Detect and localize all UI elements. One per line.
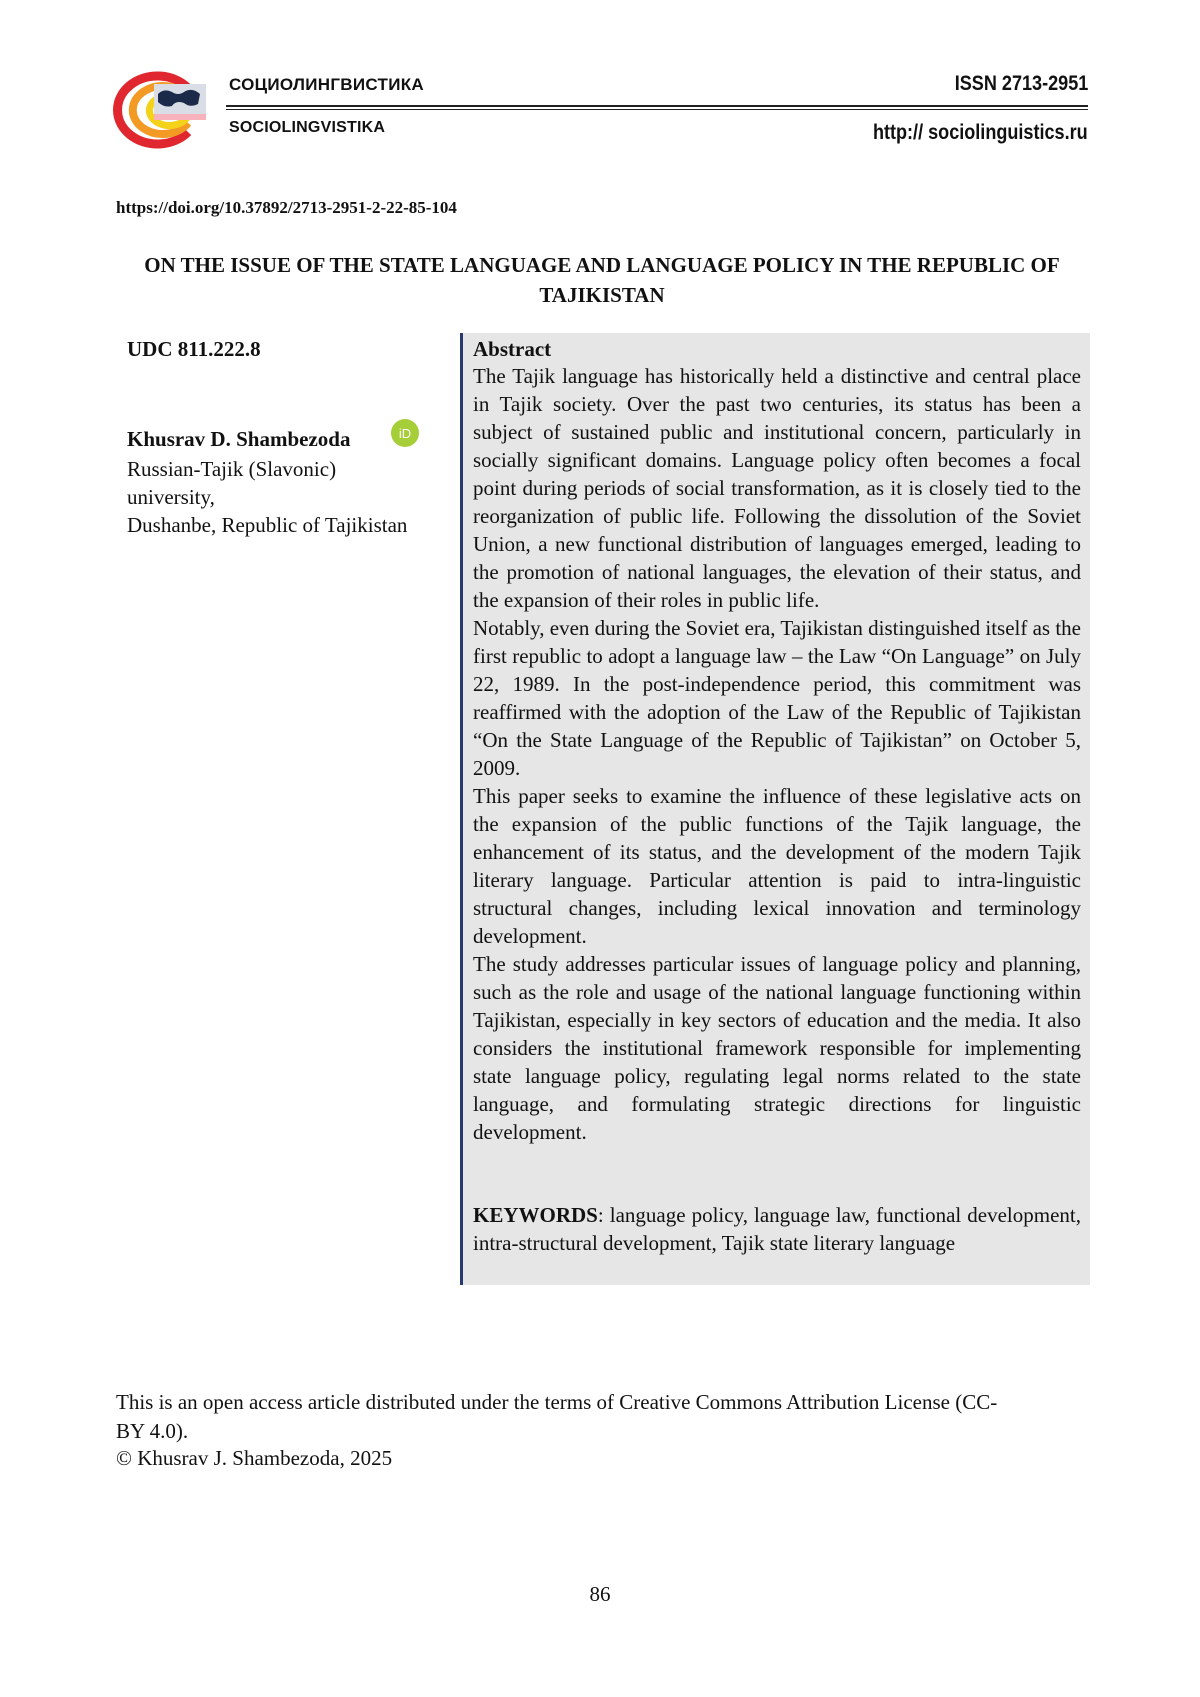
udc-code: UDC 811.222.8 <box>127 337 261 361</box>
affiliation-university: Russian-Tajik (Slavonic) university, <box>127 457 337 509</box>
abstract-paragraph: The study addresses particular issues of language policy and planning, such as the role and usage of the national language functioning within Tajikistan, especially in key sectors of education and the media. It also considers the institutional framework responsible for implementing state language policy, regulating legal norms related to the state language, and formulating strategic directions for linguistic development. <box>473 952 1081 1144</box>
header-rule-thin <box>226 109 1088 110</box>
header-rule <box>226 105 1088 107</box>
keywords-label: KEYWORDS <box>473 1203 598 1227</box>
abstract-paragraph: This paper seeks to examine the influence of these legislative acts on the expansion of the public functions of the Tajik language, the enhancement of its status, and the development of the modern Tajik literary language. Particular attention is paid to intra-linguistic structural changes, including lexical innovation and terminology development. <box>473 784 1081 948</box>
page-number: 86 <box>589 1582 611 1606</box>
keywords <box>473 1201 1081 1257</box>
orcid-label: iD <box>398 426 412 441</box>
abstract-paragraph: The Tajik language has historically held a distinctive and central place in Tajik society. Over the past two centuries, its status has been a subject of sustained public and institutional concern, particularly in socially significant domains. Language policy often becomes a focal point during periods of social transformation, as it is closely tied to the reorganization of public life. Following the dissolution of the Soviet Union, a new functional distribution of languages emerged, leading to the promotion of national languages, the elevation of their status, and the expansion of their roles in public life. <box>473 364 1081 612</box>
journal-name-en: SOCIOLINGVISTIKA <box>229 119 386 136</box>
journal-url[interactable]: http:// sociolinguistics.ru <box>873 121 1088 144</box>
journal-name-ru: СОЦИОЛИНГВИСТИКА <box>229 75 424 94</box>
journal-logo <box>110 70 210 150</box>
orcid-icon[interactable] <box>390 418 420 448</box>
issn: ISSN 2713-2951 <box>954 72 1088 95</box>
keywords-list: : language policy, language law, functional development, intra-structural development, Tajik state literary language <box>473 1203 1081 1255</box>
abstract-heading: Abstract <box>473 337 552 361</box>
author-name: Khusrav D. Shambezoda <box>127 427 351 451</box>
abstract-paragraph: Notably, even during the Soviet era, Tajikistan distinguished itself as the first republic to adopt a language law – the Law “On Language” on July 22, 1989. In the post-independence period, this commitment was reaffirmed with the adoption of the Law of the Republic of Tajikistan “On the State Language of the Republic of Tajikistan” on October 5, 2009. <box>473 616 1081 780</box>
affiliation-location: Dushanbe, Republic of Tajikistan <box>127 513 408 537</box>
article-title: ON THE ISSUE OF THE STATE LANGUAGE AND LANGUAGE POLICY IN THE REPUBLIC OF TAJIKISTAN <box>144 253 1060 307</box>
abstract-body <box>473 362 1081 1146</box>
doi-link[interactable]: https://doi.org/10.37892/2713-2951-2-22-85-104 <box>116 198 457 217</box>
copyright-text: © Khusrav J. Shambezoda, 2025 <box>116 1446 393 1470</box>
license-text: This is an open access article distributed under the terms of Creative Commons Attribution License (CC-BY 4.0). <box>116 1390 998 1443</box>
author-affiliation <box>127 455 427 539</box>
